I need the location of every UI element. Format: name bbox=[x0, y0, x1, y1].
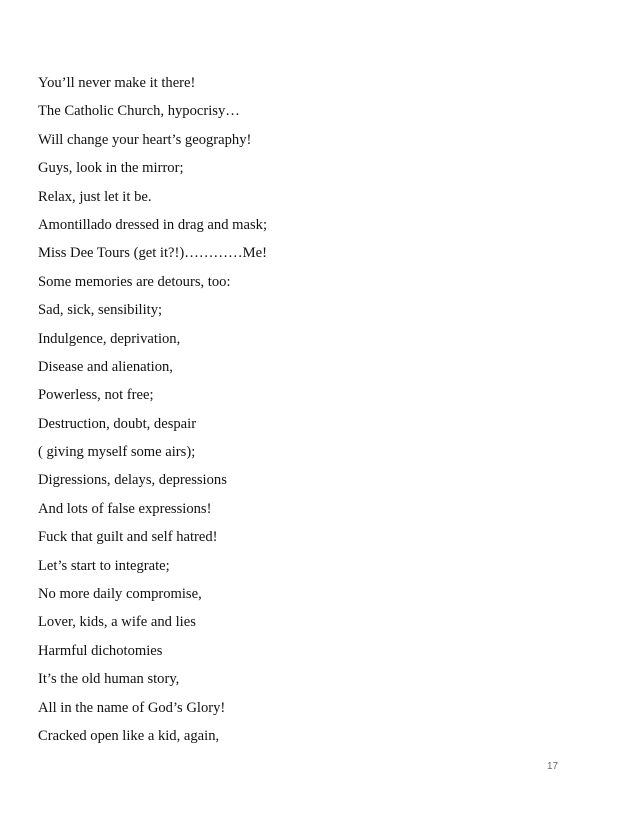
poem-line: ( giving myself some airs); bbox=[38, 444, 196, 461]
page-number: 17 bbox=[547, 761, 559, 772]
poem-line: The Catholic Church, hypocrisy… bbox=[38, 103, 240, 120]
poem-line: Cracked open like a kid, again, bbox=[38, 727, 220, 744]
poem-line: Amontillado dressed in drag and mask; bbox=[38, 216, 267, 233]
poem-line: No more daily compromise, bbox=[38, 586, 202, 603]
poem-line: Guys, look in the mirror; bbox=[38, 160, 184, 177]
poem-line: Miss Dee Tours (get it?!)…………Me! bbox=[38, 245, 267, 262]
poem-line: Lover, kids, a wife and lies bbox=[38, 614, 196, 631]
poem-line: Let’s start to integrate; bbox=[38, 557, 170, 574]
poem-line: You’ll never make it there! bbox=[38, 75, 196, 91]
poem-line: Fuck that guilt and self hatred! bbox=[38, 529, 218, 546]
poem-line: Digressions, delays, depressions bbox=[38, 472, 227, 489]
poem-line: Some memories are detours, too: bbox=[38, 273, 231, 290]
poem-line: All in the name of God’s Glory! bbox=[38, 699, 226, 716]
poem-line: And lots of false expressions! bbox=[38, 500, 212, 517]
poem-line: Indulgence, deprivation, bbox=[38, 330, 181, 347]
poem-text bbox=[38, 69, 598, 750]
poem-line: Relax, just let it be. bbox=[38, 188, 152, 205]
poem-line: Will change your heart’s geography! bbox=[38, 131, 252, 148]
poem-line: Disease and alienation, bbox=[38, 358, 173, 375]
poem-line: Powerless, not free; bbox=[38, 387, 154, 404]
poem-line: Destruction, doubt, despair bbox=[38, 415, 197, 432]
poem-line: It’s the old human story, bbox=[38, 671, 180, 688]
poem-line: Sad, sick, sensibility; bbox=[38, 302, 163, 319]
poem-line: Harmful dichotomies bbox=[38, 642, 163, 659]
